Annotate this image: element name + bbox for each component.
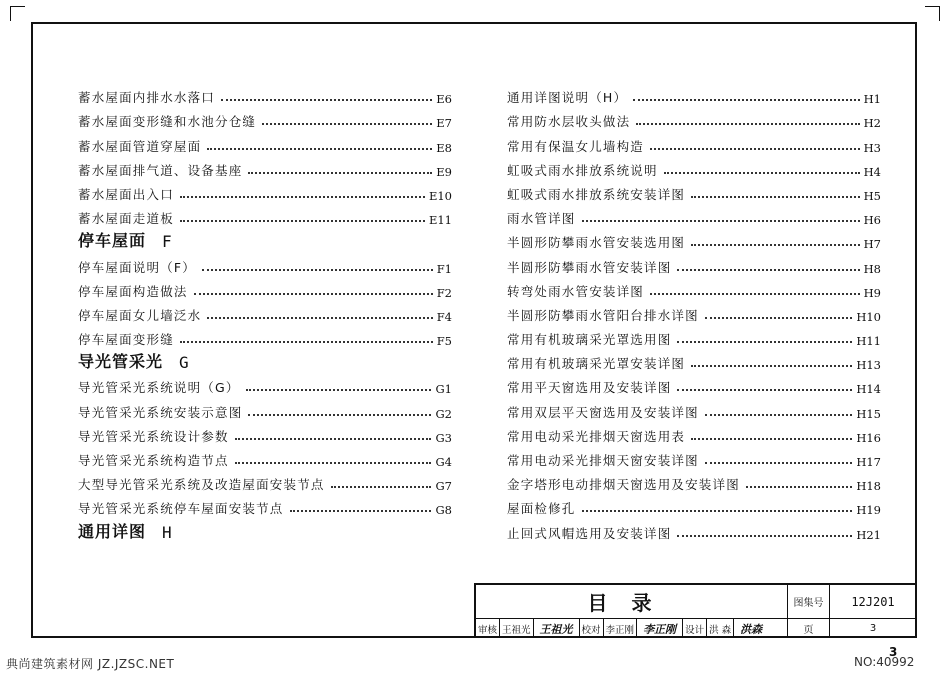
toc-entry[interactable] [78, 372, 452, 396]
toc-entry[interactable] [507, 155, 881, 179]
toc-entry-title: 常用有机玻璃采光罩安装详图 [507, 356, 686, 372]
corner-mark-top-left [10, 6, 25, 21]
toc-entry-title: 常用双层平天窗选用及安装详图 [507, 404, 699, 420]
dot-leader [650, 293, 860, 295]
design-label: 设计 [683, 619, 707, 638]
dot-leader [691, 438, 852, 440]
toc-entry-title: 导光管采光系统设计参数 [78, 428, 229, 444]
dot-leader [582, 510, 853, 512]
dot-leader [194, 293, 433, 295]
dot-leader [202, 269, 433, 271]
toc-entry[interactable] [78, 469, 452, 493]
watermark-left: 典尚建筑素材网 JZ.JZSC.NET [6, 657, 175, 671]
toc-entry-page-code: F4 [436, 309, 452, 324]
toc-entry-page-code: G1 [435, 382, 452, 397]
toc-entry-title: 导光管采光系统构造节点 [78, 453, 229, 468]
toc-entry-title: 蓄水屋面变形缝和水池分仓缝 [78, 114, 257, 130]
dot-leader [235, 462, 432, 464]
toc-entry-page-code: H14 [856, 382, 881, 397]
toc-entry[interactable] [507, 130, 881, 154]
toc-entry[interactable] [507, 203, 881, 227]
toc-entry-title: 半圆形防攀雨水管阳台排水详图 [507, 307, 699, 323]
toc-entry[interactable] [78, 203, 452, 227]
toc-entry-title: 停车屋面说明（F） [78, 259, 196, 275]
toc-entry[interactable] [507, 517, 881, 541]
dot-leader [262, 123, 432, 125]
review-label: 审核 [476, 619, 500, 638]
dot-leader [677, 269, 859, 271]
checker-signature: 李正刚 [637, 619, 683, 638]
dot-leader [691, 365, 852, 367]
dot-leader [290, 510, 432, 512]
toc-entry[interactable] [507, 493, 881, 517]
toc-entry-title: 虹吸式雨水排放系统说明 [507, 162, 658, 178]
dot-leader [180, 220, 425, 222]
toc-entry-page-code: E6 [436, 92, 452, 107]
toc-entry-title: 常用平天窗选用及安装详图 [507, 380, 672, 396]
dot-leader [248, 172, 432, 174]
dot-leader [248, 414, 431, 416]
toc-section-heading [78, 517, 452, 541]
toc-entry-title: 蓄水屋面管道穿屋面 [78, 138, 202, 154]
toc-entry[interactable] [78, 493, 452, 517]
dot-leader [246, 389, 432, 391]
toc-entry-title: 蓄水屋面走道板 [78, 211, 174, 227]
toc-entry-page-code: H4 [863, 164, 881, 179]
toc-entry-title: 导光管采光系统安装示意图 [78, 404, 243, 420]
toc-entry-page-code: E11 [428, 213, 452, 228]
atlas-number: 12J201 [830, 585, 916, 619]
toc-entry-page-code: H5 [863, 188, 881, 203]
toc-entry-title: 转弯处雨水管安装详图 [507, 283, 645, 299]
dot-leader [691, 196, 860, 198]
dot-leader [180, 341, 433, 343]
dot-leader [582, 220, 860, 222]
toc-entry-page-code: E8 [436, 140, 452, 155]
toc-entry-page-code: E7 [436, 116, 452, 131]
section-heading-code: H [162, 522, 173, 542]
toc-entry-page-code: H13 [856, 358, 881, 373]
toc-entry-page-code: H9 [863, 285, 881, 300]
toc-entry[interactable] [78, 130, 452, 154]
toc-entry-title: 常用防水层收头做法 [507, 114, 631, 130]
toc-entry-title: 通用详图说明（H） [507, 90, 628, 106]
dot-leader [677, 389, 852, 391]
toc-entry-title: 常用有保温女儿墙构造 [507, 138, 645, 154]
dot-leader [180, 196, 425, 198]
toc-entry-title: 停车屋面变形缝 [78, 332, 174, 348]
dot-leader [677, 341, 852, 343]
toc-entry-page-code: H1 [863, 92, 881, 107]
dot-leader [691, 244, 860, 246]
toc-entry[interactable] [507, 445, 881, 469]
toc-entry[interactable] [507, 372, 881, 396]
dot-leader [207, 148, 432, 150]
toc-entry[interactable] [78, 251, 452, 275]
toc-entry-page-code: F5 [436, 334, 452, 349]
dot-leader [235, 438, 432, 440]
dot-leader [746, 486, 852, 488]
toc-entry[interactable] [507, 179, 881, 203]
toc-entry[interactable] [78, 300, 452, 324]
toc-entry[interactable] [78, 155, 452, 179]
toc-entry[interactable] [507, 82, 881, 106]
toc-entry-page-code: H15 [856, 406, 881, 421]
dot-leader [636, 123, 859, 125]
toc-entry-page-code: G4 [435, 455, 452, 469]
toc-entry[interactable] [78, 396, 452, 420]
toc-entry-title: 大型导光管采光系统及改造屋面安装节点 [78, 477, 325, 493]
toc-entry-page-code: H11 [856, 334, 881, 349]
toc-entry-title: 常用电动采光排烟天窗选用表 [507, 428, 686, 444]
dot-leader [677, 535, 852, 537]
toc-entry-page-code: G8 [435, 503, 452, 518]
designer-name: 洪 森 [707, 619, 734, 638]
toc-entry-title: 金字塔形电动排烟天窗选用及安装详图 [507, 477, 740, 493]
dot-leader [633, 99, 859, 101]
section-heading-code: F [162, 232, 173, 252]
toc-entry[interactable] [507, 421, 881, 445]
toc-entry-title: 止回式风帽选用及安装详图 [507, 525, 672, 541]
dot-leader [221, 99, 432, 101]
toc-entry-page-code: H17 [856, 455, 881, 469]
toc-entry[interactable] [78, 276, 452, 300]
dot-leader [664, 172, 860, 174]
title-block [474, 583, 916, 638]
checker-name: 李正刚 [604, 619, 638, 638]
toc-entry[interactable] [78, 421, 452, 445]
section-heading-code: G [179, 353, 190, 373]
toc-entry[interactable] [507, 348, 881, 372]
dot-leader [705, 414, 853, 416]
toc-entry-page-code: G2 [435, 406, 452, 421]
toc-entry[interactable] [507, 227, 881, 251]
toc-entry-page-code: H8 [863, 261, 881, 276]
dot-leader [650, 148, 860, 150]
toc-entry-title: 蓄水屋面排气道、设备基座 [78, 162, 243, 178]
toc-entry-page-code: F2 [436, 285, 452, 300]
toc-entry-page-code: H3 [863, 140, 881, 155]
toc-entry-title: 导光管采光系统说明（G） [78, 380, 240, 396]
toc-entry-page-code: H2 [863, 116, 881, 131]
toc-entry-page-code: H10 [856, 309, 881, 324]
corner-mark-top-right [925, 6, 940, 21]
toc-entry[interactable] [507, 324, 881, 348]
toc-entry-title: 常用有机玻璃采光罩选用图 [507, 332, 672, 348]
toc-entry-page-code: H21 [856, 527, 881, 542]
signature-row [476, 619, 788, 638]
toc-entry[interactable] [78, 445, 452, 469]
toc-entry[interactable] [507, 396, 881, 420]
toc-section-heading [78, 348, 452, 372]
toc-entry-page-code: H7 [863, 237, 881, 252]
page-value: 3 [869, 623, 877, 634]
toc-entry-title: 常用电动采光排烟天窗安装详图 [507, 453, 699, 468]
toc-entry-title: 蓄水屋面内排水水落口 [78, 90, 216, 106]
toc-entry-page-code: F1 [436, 261, 452, 276]
reviewer-signature: 王祖光 [534, 619, 580, 638]
dot-leader [331, 486, 432, 488]
toc-entry[interactable] [78, 179, 452, 203]
toc-entry-title: 半圆形防攀雨水管安装选用图 [507, 235, 686, 251]
toc-entry-title: 停车屋面女儿墙泛水 [78, 307, 202, 323]
toc-entry[interactable] [507, 300, 881, 324]
toc-entry-page-code: H16 [856, 430, 881, 445]
dot-leader [705, 462, 853, 464]
toc-right-column [507, 82, 881, 542]
page-number: 3 [889, 645, 898, 659]
designer-signature: 洪森 [740, 622, 763, 636]
toc-entry[interactable] [78, 106, 452, 130]
watermark-right: NO:40992 [854, 655, 915, 669]
dot-leader [207, 317, 432, 319]
toc-entry-page-code: H18 [856, 479, 881, 494]
toc-entry[interactable] [507, 469, 881, 493]
reviewer-name: 王祖光 [500, 619, 534, 638]
toc-entry[interactable] [507, 106, 881, 130]
toc-entry-title: 蓄水屋面出入口 [78, 186, 174, 202]
section-heading-title: 通用详图 [78, 521, 147, 541]
toc-entry-title: 停车屋面构造做法 [78, 283, 188, 299]
toc-entry-page-code: H6 [863, 213, 881, 228]
toc-entry-page-code: E10 [428, 188, 452, 203]
toc-entry[interactable] [507, 276, 881, 300]
check-label: 校对 [580, 619, 604, 638]
toc-entry[interactable] [507, 251, 881, 275]
toc-entry-title: 虹吸式雨水排放系统安装详图 [507, 186, 686, 202]
toc-entry-title: 雨水管详图 [507, 211, 576, 227]
toc-entry-title: 导光管采光系统停车屋面安装节点 [78, 501, 284, 517]
dot-leader [705, 317, 853, 319]
section-heading-title: 导光管采光 [78, 352, 164, 372]
toc-entry[interactable] [78, 82, 452, 106]
toc-entry[interactable] [78, 324, 452, 348]
atlas-number-label: 图集号 [788, 585, 830, 619]
title-block-title: 目录 [476, 585, 788, 619]
toc-entry-page-code: H19 [856, 503, 881, 518]
toc-entry-page-code: E9 [436, 164, 452, 179]
section-heading-title: 停车屋面 [78, 231, 147, 251]
page-label: 页 [788, 619, 830, 638]
toc-section-heading [78, 227, 452, 251]
toc-entry-title: 屋面检修孔 [507, 501, 576, 517]
toc-entry-page-code: G7 [435, 479, 452, 494]
toc-entry-title: 半圆形防攀雨水管安装详图 [507, 259, 672, 275]
toc-left-column [78, 82, 452, 542]
toc-entry-page-code: G3 [435, 430, 452, 445]
